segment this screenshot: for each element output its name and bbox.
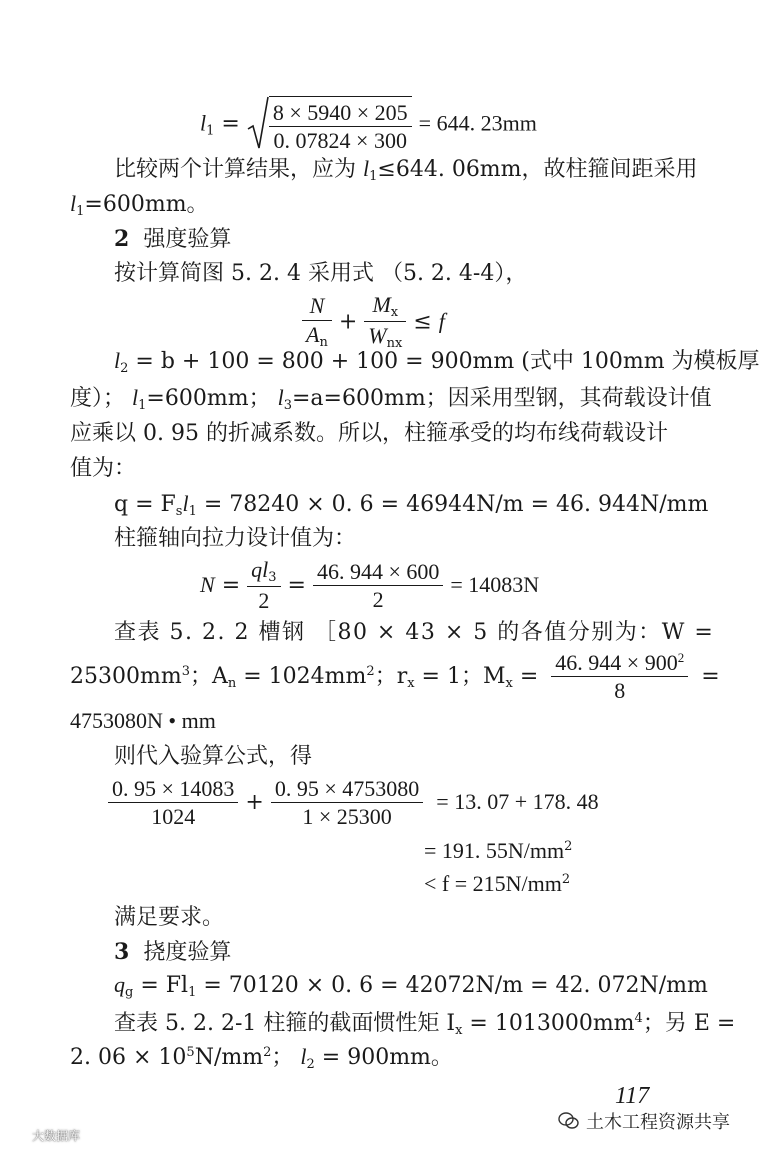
text: ； xyxy=(271,1045,294,1070)
text: = 1024mm xyxy=(236,664,367,690)
sqrt-sign xyxy=(247,96,412,153)
equals: = xyxy=(701,664,720,690)
section-number: 3 xyxy=(114,939,130,965)
plus: + xyxy=(245,790,264,816)
text: = xyxy=(512,664,539,690)
text: N/mm xyxy=(194,1045,264,1070)
var: ql xyxy=(251,557,269,582)
sub: 1 xyxy=(188,985,197,1000)
equals: = xyxy=(221,111,240,137)
var-l: l xyxy=(114,348,121,373)
numerator: 0. 95 × 14083 xyxy=(108,777,238,803)
sub: x xyxy=(390,305,399,320)
logo-icon xyxy=(8,1129,30,1143)
paragraph xyxy=(114,263,527,285)
section-title: 挠度验算 xyxy=(143,940,232,965)
watermark-text: 大数据库 xyxy=(32,1129,81,1143)
paragraph-cont xyxy=(70,651,720,703)
text: 应乘以 0. 95 的折减系数。所以，柱箍承受的均布线荷载设计 xyxy=(70,421,668,446)
text: 2. 06 × 10 xyxy=(70,1045,187,1070)
text: 比较两个计算结果，应为 xyxy=(114,157,363,182)
watermark-left xyxy=(8,1127,80,1144)
fraction xyxy=(247,558,280,613)
denominator: 8 xyxy=(614,678,626,704)
equation-l1 xyxy=(200,96,537,153)
sub: g xyxy=(125,985,134,1000)
text: =600mm。 xyxy=(84,192,209,217)
section-heading-3 xyxy=(114,941,231,964)
var: W xyxy=(368,323,387,349)
fraction xyxy=(313,560,443,612)
numerator: 46. 944 × 900 xyxy=(555,650,678,675)
sub: n xyxy=(227,676,237,692)
var-l: l xyxy=(200,110,207,136)
paragraph-cont xyxy=(70,193,209,218)
equation-N xyxy=(200,558,539,613)
text: ；另 E = xyxy=(642,1011,736,1036)
denominator: 1 × 25300 xyxy=(302,804,392,830)
var: f xyxy=(438,308,445,334)
paragraph-cont xyxy=(70,1046,453,1071)
result: = 191. 55N/mm xyxy=(424,838,565,863)
equals: = xyxy=(221,572,241,598)
fraction xyxy=(269,101,412,153)
section-title: 强度验算 xyxy=(143,227,232,252)
denominator: 0. 07824 × 300 xyxy=(273,128,407,154)
text: = b + 100 = 800 + 100 = 900mm (式中 100mm 为模板厚 xyxy=(135,349,760,374)
paragraph xyxy=(114,746,312,768)
sup: 2 xyxy=(561,872,571,887)
var: N xyxy=(200,571,215,597)
text: 柱箍轴向拉力设计值为： xyxy=(114,526,357,551)
sub: s xyxy=(175,504,183,519)
sub: 1 xyxy=(188,504,197,519)
text: 查表 5. 2. 2 槽钢 ［80 × 43 × 5 的各值分别为：W = xyxy=(114,620,715,645)
var: A xyxy=(306,322,320,348)
text: =600mm； xyxy=(146,386,271,411)
text: ；r xyxy=(374,664,408,690)
equals: = xyxy=(287,572,306,598)
text: 满足要求。 xyxy=(114,905,225,930)
equation-check-line2 xyxy=(424,840,572,863)
sub: 2 xyxy=(306,1057,315,1072)
page-number: 117 xyxy=(615,1083,650,1109)
text: 查表 5. 2. 2-1 柱箍的截面惯性矩 I xyxy=(114,1011,456,1036)
sub: 1 xyxy=(206,123,215,139)
sub: x xyxy=(455,1023,463,1038)
denominator: 1024 xyxy=(151,804,196,830)
text: 度）； xyxy=(70,386,126,411)
paragraph-cont xyxy=(70,458,136,480)
sub: x xyxy=(407,676,415,692)
text: ≤644. 06mm，故柱箍间距采用 xyxy=(377,157,698,182)
text: q = F xyxy=(114,492,176,517)
section-heading-2 xyxy=(114,228,231,251)
text: 4753080N • mm xyxy=(70,708,216,733)
var-l: l xyxy=(70,191,77,216)
fraction xyxy=(364,293,406,352)
equation-check xyxy=(108,777,599,829)
section-number: 2 xyxy=(114,226,130,252)
equation-qg xyxy=(114,974,708,999)
text: = 1013000mm xyxy=(462,1011,635,1036)
equation-check-line3 xyxy=(424,873,570,896)
var: M xyxy=(372,292,391,317)
numerator: 46. 944 × 600 xyxy=(313,560,443,586)
sub: 3 xyxy=(268,570,277,585)
text: 则代入验算公式，得 xyxy=(114,744,313,769)
text: = Fl xyxy=(133,973,189,998)
text: = 78240 × 0. 6 = 46944N/m = 46. 944N/mm xyxy=(196,492,709,517)
var-l: l xyxy=(132,385,139,410)
var-l: l xyxy=(363,156,370,181)
paragraph xyxy=(114,350,760,375)
text: ；A xyxy=(190,664,228,690)
sub: 1 xyxy=(369,169,378,184)
var-l: l xyxy=(300,1044,307,1069)
paragraph-cont xyxy=(70,423,668,445)
numerator: 8 × 5940 × 205 xyxy=(269,101,412,127)
paragraph xyxy=(114,158,698,183)
paragraph-cont xyxy=(70,710,216,733)
numerator: 0. 95 × 4753080 xyxy=(271,777,423,803)
text: 25300mm xyxy=(70,664,182,690)
sub: 1 xyxy=(138,398,147,413)
denominator: 2 xyxy=(372,586,384,612)
sub: nx xyxy=(386,336,403,352)
paragraph xyxy=(114,907,224,929)
plus: + xyxy=(338,309,358,335)
text: 按计算简图 5. 2. 4 采用式 （5. 2. 4-4）， xyxy=(114,261,528,286)
watermark-text: 土木工程资源共享 xyxy=(586,1112,730,1133)
equation-q xyxy=(114,493,708,518)
sub: 2 xyxy=(120,361,129,376)
sup: 5 xyxy=(186,1045,195,1060)
paragraph-cont xyxy=(70,387,712,412)
text: = 900mm。 xyxy=(314,1045,453,1070)
le: ≤ xyxy=(413,309,432,335)
result: < f = 215N/mm xyxy=(424,871,562,896)
watermark-right xyxy=(558,1108,730,1134)
text: = 70120 × 0. 6 = 42072N/m = 42. 072N/mm xyxy=(196,973,708,998)
sub: 3 xyxy=(283,398,292,413)
paragraph xyxy=(114,1012,735,1037)
text: = 1；M xyxy=(414,664,506,690)
wechat-icon xyxy=(558,1111,580,1131)
result: = 14083N xyxy=(450,571,540,597)
paragraph xyxy=(114,622,714,644)
result: = 13. 07 + 178. 48 xyxy=(436,789,599,815)
sup: 2 xyxy=(677,650,685,665)
sub: n xyxy=(319,335,328,351)
sup: 4 xyxy=(634,1011,643,1026)
paragraph xyxy=(114,528,356,550)
denominator: 2 xyxy=(258,588,270,614)
sup: 3 xyxy=(181,664,190,680)
result: = 644. 23mm xyxy=(418,110,537,136)
sub: x xyxy=(505,676,513,692)
sub: 1 xyxy=(76,204,85,219)
sup: 2 xyxy=(366,664,375,680)
var-l: l xyxy=(277,385,284,410)
sup: 2 xyxy=(263,1045,272,1060)
text: 值为： xyxy=(70,456,137,481)
fraction xyxy=(302,294,332,350)
fraction xyxy=(551,651,688,703)
text: =a=600mm；因采用型钢，其荷载设计值 xyxy=(291,386,712,411)
equation-strength xyxy=(302,293,445,352)
var: N xyxy=(309,293,325,319)
var: q xyxy=(114,972,125,997)
sup: 2 xyxy=(564,839,573,854)
fraction xyxy=(108,777,238,829)
fraction xyxy=(271,777,423,829)
var-l: l xyxy=(182,491,189,516)
